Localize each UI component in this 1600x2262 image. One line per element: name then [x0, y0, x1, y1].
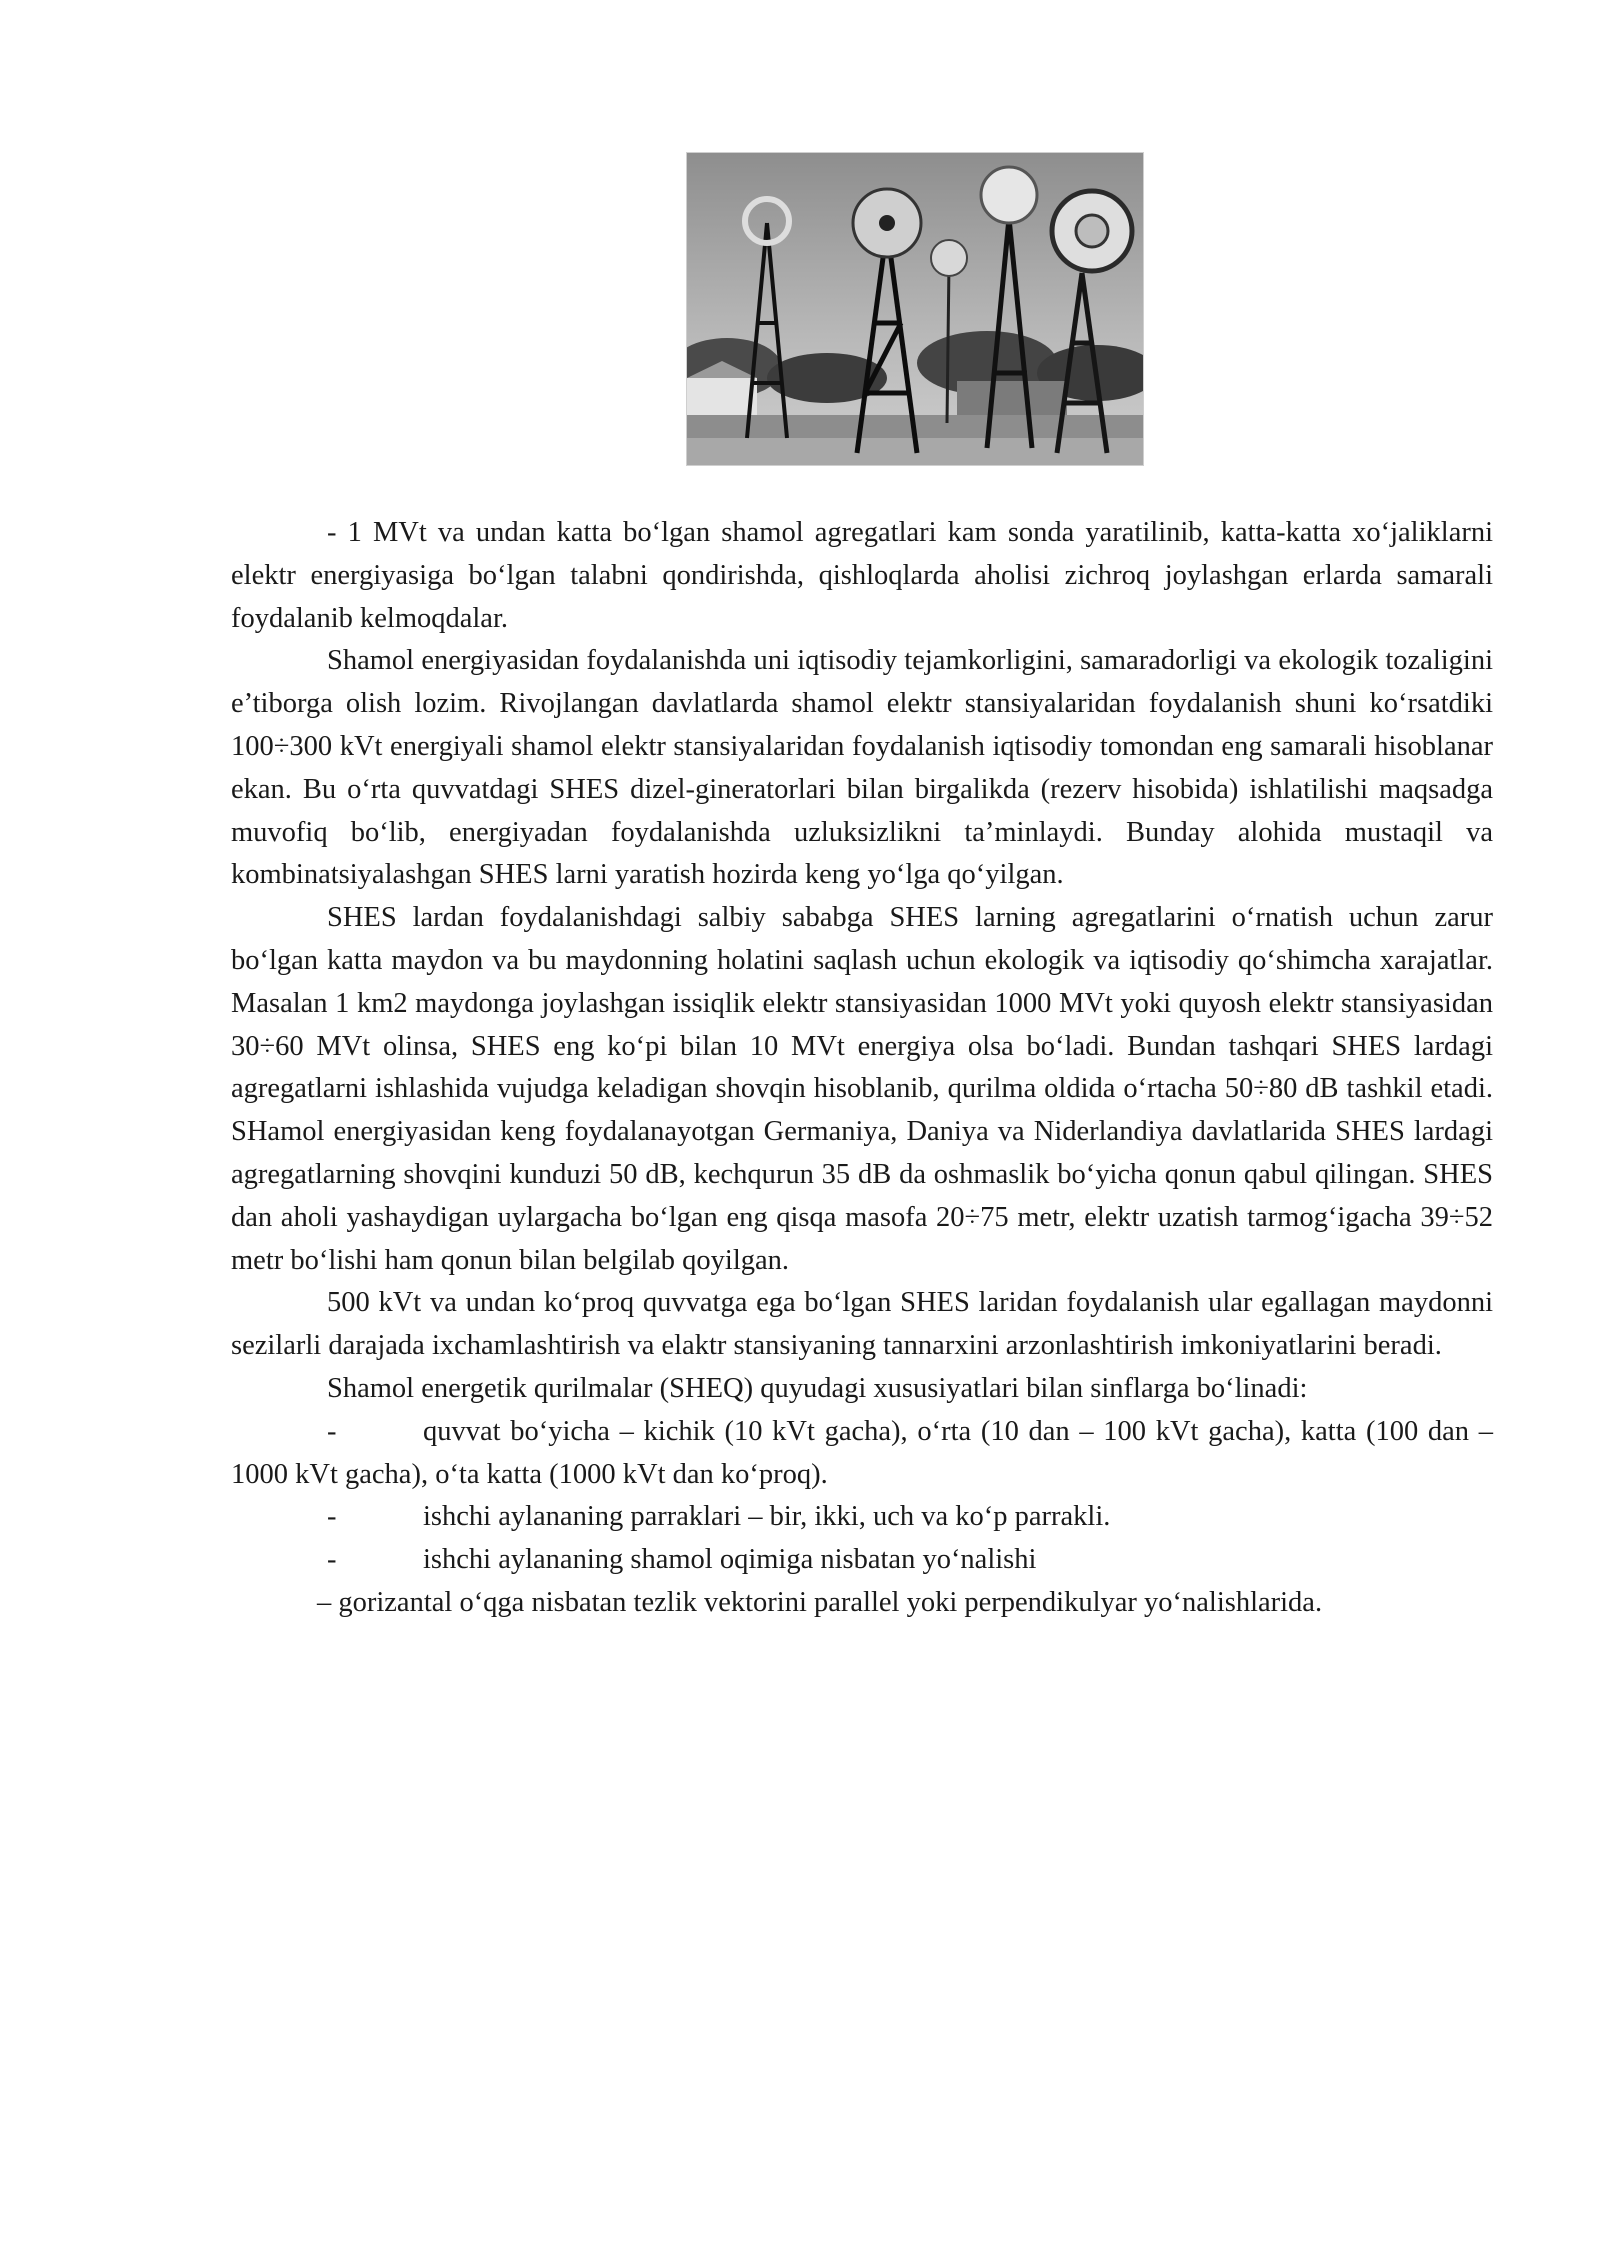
list-dash: -	[327, 1501, 337, 1533]
document-body	[231, 512, 1493, 1625]
list-item	[231, 1411, 1493, 1497]
list-item-text: quvvat bo‘yicha – kichik (10 kVt gacha), o‘rta (10 dan – 100 kVt gacha), katta (100 dan – 1000 kVt gacha), o‘ta katta (1000 kVt dan ko‘proq).	[231, 1415, 1493, 1490]
list-item-text: ishchi aylananing parraklari – bir, ikki, uch va ko‘p parrakli.	[423, 1501, 1111, 1533]
windmills-icon	[687, 153, 1143, 465]
paragraph-4: 500 kVt va undan ko‘proq quvvatga ega bo‘lgan SHES laridan foydalanish ular egallagan maydonni sezilarli darajada ixchamlashtirish va elaktr stansiyaning tannarxini arzonlashtirish imkoniyatlarini beradi.	[231, 1287, 1493, 1362]
list-continuation: – gorizantal o‘qga nisbatan tezlik vektorini parallel yoki perpendikulyar yo‘nalishlarida.	[317, 1586, 1323, 1618]
list-item	[231, 1496, 1493, 1539]
paragraph-1: - 1 MVt va undan katta bo‘lgan shamol agregatlari kam sonda yaratilinib, katta-katta xo‘jaliklarni elektr energiyasiga bo‘lgan talabni qondirishda, qishloqlarda aholisi zichroq joylashgan erlarda samarali foydalanib kelmoqdalar.	[231, 517, 1493, 634]
windmills-photo	[686, 152, 1144, 466]
list-item	[231, 1539, 1493, 1582]
paragraph-5: Shamol energetik qurilmalar (SHEQ) quyudagi xususiyatlari bilan sinflarga bo‘linadi:	[327, 1372, 1308, 1404]
list-dash: -	[327, 1544, 337, 1576]
list-item-text: ishchi aylananing shamol oqimiga nisbatan yo‘nalishi	[423, 1544, 1037, 1576]
paragraph-2: Shamol energiyasidan foydalanishda uni iqtisodiy tejamkorligini, samaradorligi va ekologik tozaligini e’tiborga olish lozim. Rivojlangan davlatlarda shamol elektr stansiyalaridan foydalanish shuni ko‘rsatdiki 100÷300 kVt energiyali shamol elektr stansiyalaridan foydalanish iqtisodiy tomondan eng samarali hisoblanar ekan. Bu o‘rta quvvatdagi SHES dizel-gineratorlari bilan birgalikda (rezerv hisobida) ishlatilishi maqsadga muvofiq bo‘lib, energiyadan foydalanishda uzluksizlikni ta’minlaydi. Bunday alohida mustaqil va kombinatsiyalashgan SHES larni yaratish hozirda keng yo‘lga qo‘yilgan.	[231, 645, 1493, 891]
list-dash: -	[327, 1415, 337, 1447]
paragraph-3: SHES lardan foydalanishdagi salbiy sababga SHES larning agregatlarini o‘rnatish uchun zarur bo‘lgan katta maydon va bu maydonning holatini saqlash uchun ekologik va iqtisodiy qo‘shimcha xarajatlar. Masalan 1 km2 maydonga joylashgan issiqlik elektr stansiyasidan 1000 MVt yoki quyosh elektr stansiyasidan 30÷60 MVt olinsa, SHES eng ko‘pi bilan 10 MVt energiya olsa bo‘ladi. Bundan tashqari SHES lardagi agregatlarni ishlashida vujudga keladigan shovqin hisoblanib, qurilma oldida o‘rtacha 50÷80 dB tashkil etadi. SHamol energiyasidan keng foydalanayotgan Germaniya, Daniya va Niderlandiya davlatlarida SHES lardagi agregatlarning shovqini kunduzi 50 dB, kechqurun 35 dB da oshmaslik bo‘yicha qonun qabul qilingan. SHES dan aholi yashaydigan uylargacha bo‘lgan eng qisqa masofa 20÷75 metr, elektr uzatish tarmog‘igacha 39÷52 metr bo‘lishi ham qonun bilan belgilab qoyilgan.	[231, 902, 1493, 1276]
